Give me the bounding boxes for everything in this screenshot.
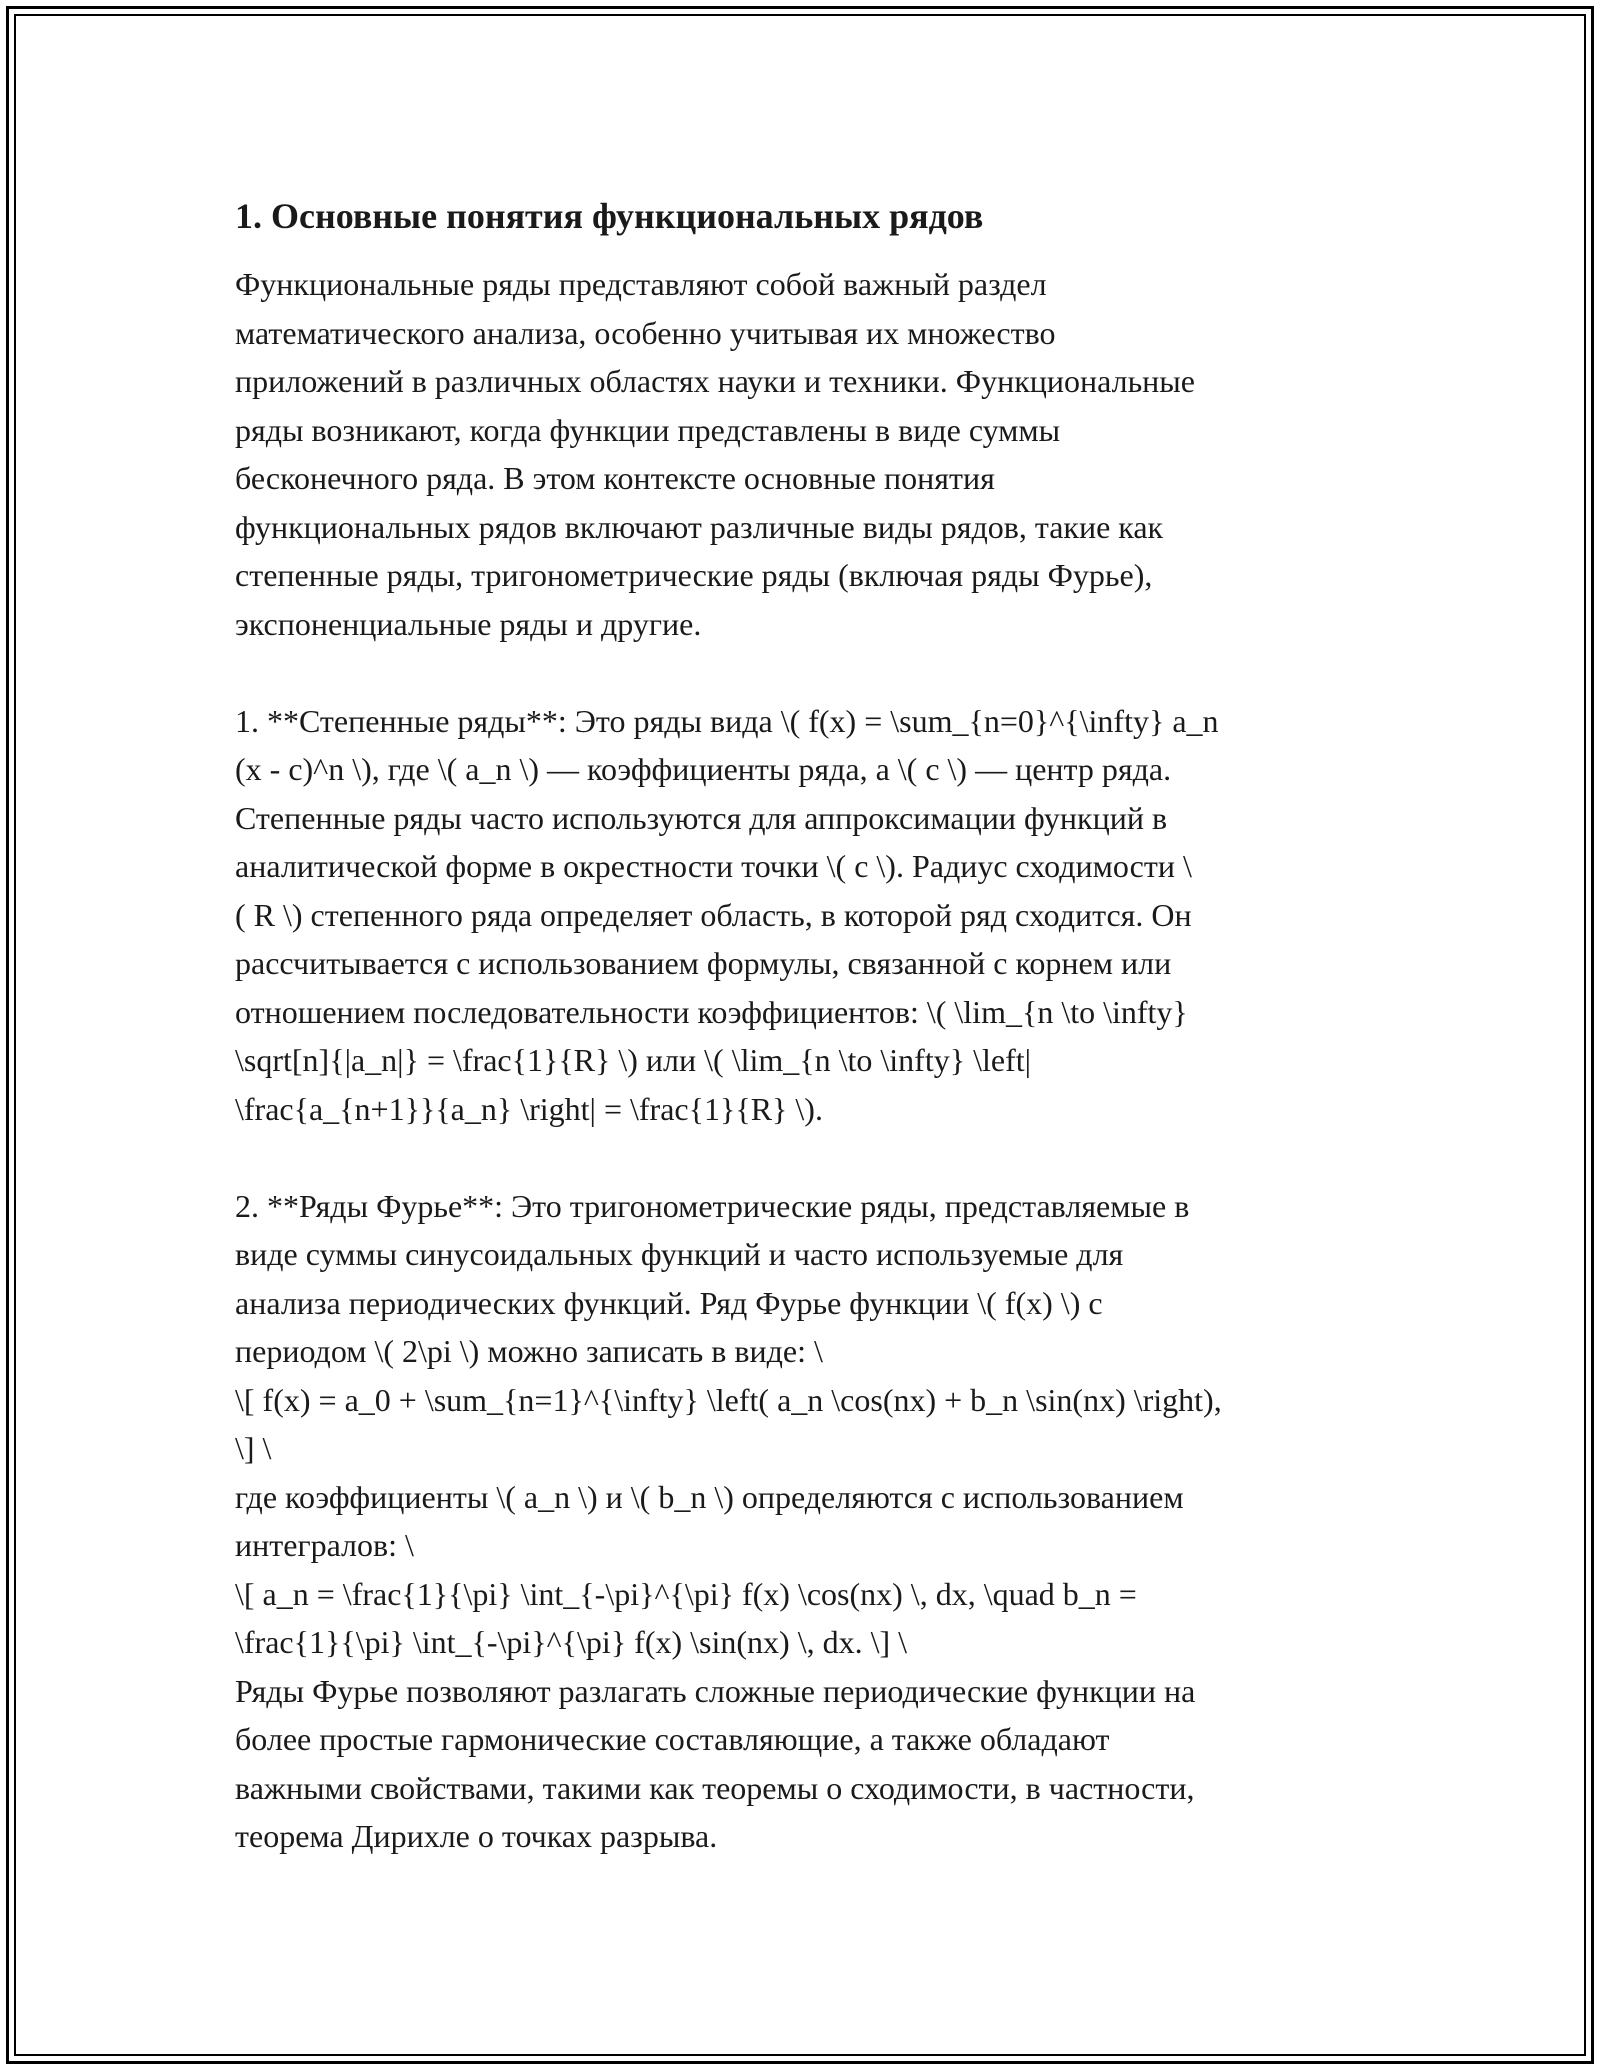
text-line: \] \: [235, 1430, 272, 1466]
text-line: важными свойствами, такими как теоремы о сходимости, в частности,: [235, 1769, 1195, 1806]
text-line: степенные ряды, тригонометрические ряды (включая ряды Фурье),: [235, 557, 1153, 593]
text-line: отношением последовательности коэффициентов: \( \lim_{n \to \infty}: [235, 993, 1188, 1030]
section-heading: 1. Основные понятия функциональных рядов: [235, 196, 984, 236]
text-line: теорема Дирихле о точках разрыва.: [235, 1818, 718, 1854]
text-line: периодом \( 2\pi \) можно записать в виде: \: [235, 1333, 823, 1369]
text-line: интегралов: \: [235, 1527, 414, 1563]
text-line: рассчитывается с использованием формулы, связанной с корнем или: [235, 945, 1172, 981]
text-line: \[ f(x) = a_0 + \sum_{n=1}^{\infty} \left( a_n \cos(nx) + b_n \sin(nx) \right),: [235, 1381, 1222, 1418]
paragraph-gap: [235, 1133, 1375, 1182]
text-line: ( R \) степенного ряда определяет область, в которой ряд сходится. Он: [235, 896, 1192, 933]
text-line: \sqrt[n]{|a_n|} = \frac{1}{R} \) или \( \lim_{n \to \infty} \left|: [235, 1042, 1032, 1078]
text-line: \frac{1}{\pi} \int_{-\pi}^{\pi} f(x) \sin(nx) \, dx. \] \: [235, 1624, 908, 1660]
intro-paragraph: [235, 260, 1375, 648]
paragraph-gap: [235, 648, 1375, 697]
text-line: \frac{a_{n+1}}{a_n} \right| = \frac{1}{R} \).: [235, 1090, 823, 1127]
text-line: более простые гармонические составляющие, а также обладают: [235, 1721, 1110, 1757]
text-line: анализа периодических функций. Ряд Фурье функции \( f(x) \) с: [235, 1284, 1103, 1321]
text-line: Степенные ряды часто используются для аппроксимации функций в: [235, 799, 1168, 836]
text-line: 1. **Степенные ряды**: Это ряды вида \( f(x) = \sum_{n=0}^{\infty} a_n: [235, 702, 1219, 739]
text-line: (x - c)^n \), где \( a_n \) — коэффициенты ряда, а \( c \) — центр ряда.: [235, 751, 1172, 787]
text-line: виде суммы синусоидальных функций и часто используемые для: [235, 1236, 1124, 1272]
document-body: [235, 186, 1375, 1861]
list-item-fourier-series: [235, 1182, 1375, 1861]
text-line: приложений в различных областях науки и техники. Функциональные: [235, 363, 1195, 399]
text-line: бесконечного ряда. В этом контексте основные понятия: [235, 460, 995, 496]
text-line: экспоненциальные ряды и другие.: [235, 605, 702, 642]
text-line: Ряды Фурье позволяют разлагать сложные периодические функции на: [235, 1672, 1196, 1709]
text-line: аналитической форме в окрестности точки \( c \). Радиус сходимости \: [235, 848, 1192, 884]
text-line: функциональных рядов включают различные виды рядов, такие как: [235, 508, 1164, 545]
list-item-power-series: [235, 697, 1375, 1134]
text-line: 2. **Ряды Фурье**: Это тригонометрические ряды, представляемые в: [235, 1187, 1190, 1224]
text-line: математического анализа, особенно учитывая их множество: [235, 314, 1056, 351]
text-line: где коэффициенты \( a_n \) и \( b_n \) определяются с использованием: [235, 1478, 1184, 1515]
text-line: \[ a_n = \frac{1}{\pi} \int_{-\pi}^{\pi} f(x) \cos(nx) \, dx, \quad b_n =: [235, 1575, 1137, 1612]
text-line: Функциональные ряды представляют собой важный раздел: [235, 266, 1047, 302]
text-line: ряды возникают, когда функции представлены в виде суммы: [235, 411, 1061, 448]
